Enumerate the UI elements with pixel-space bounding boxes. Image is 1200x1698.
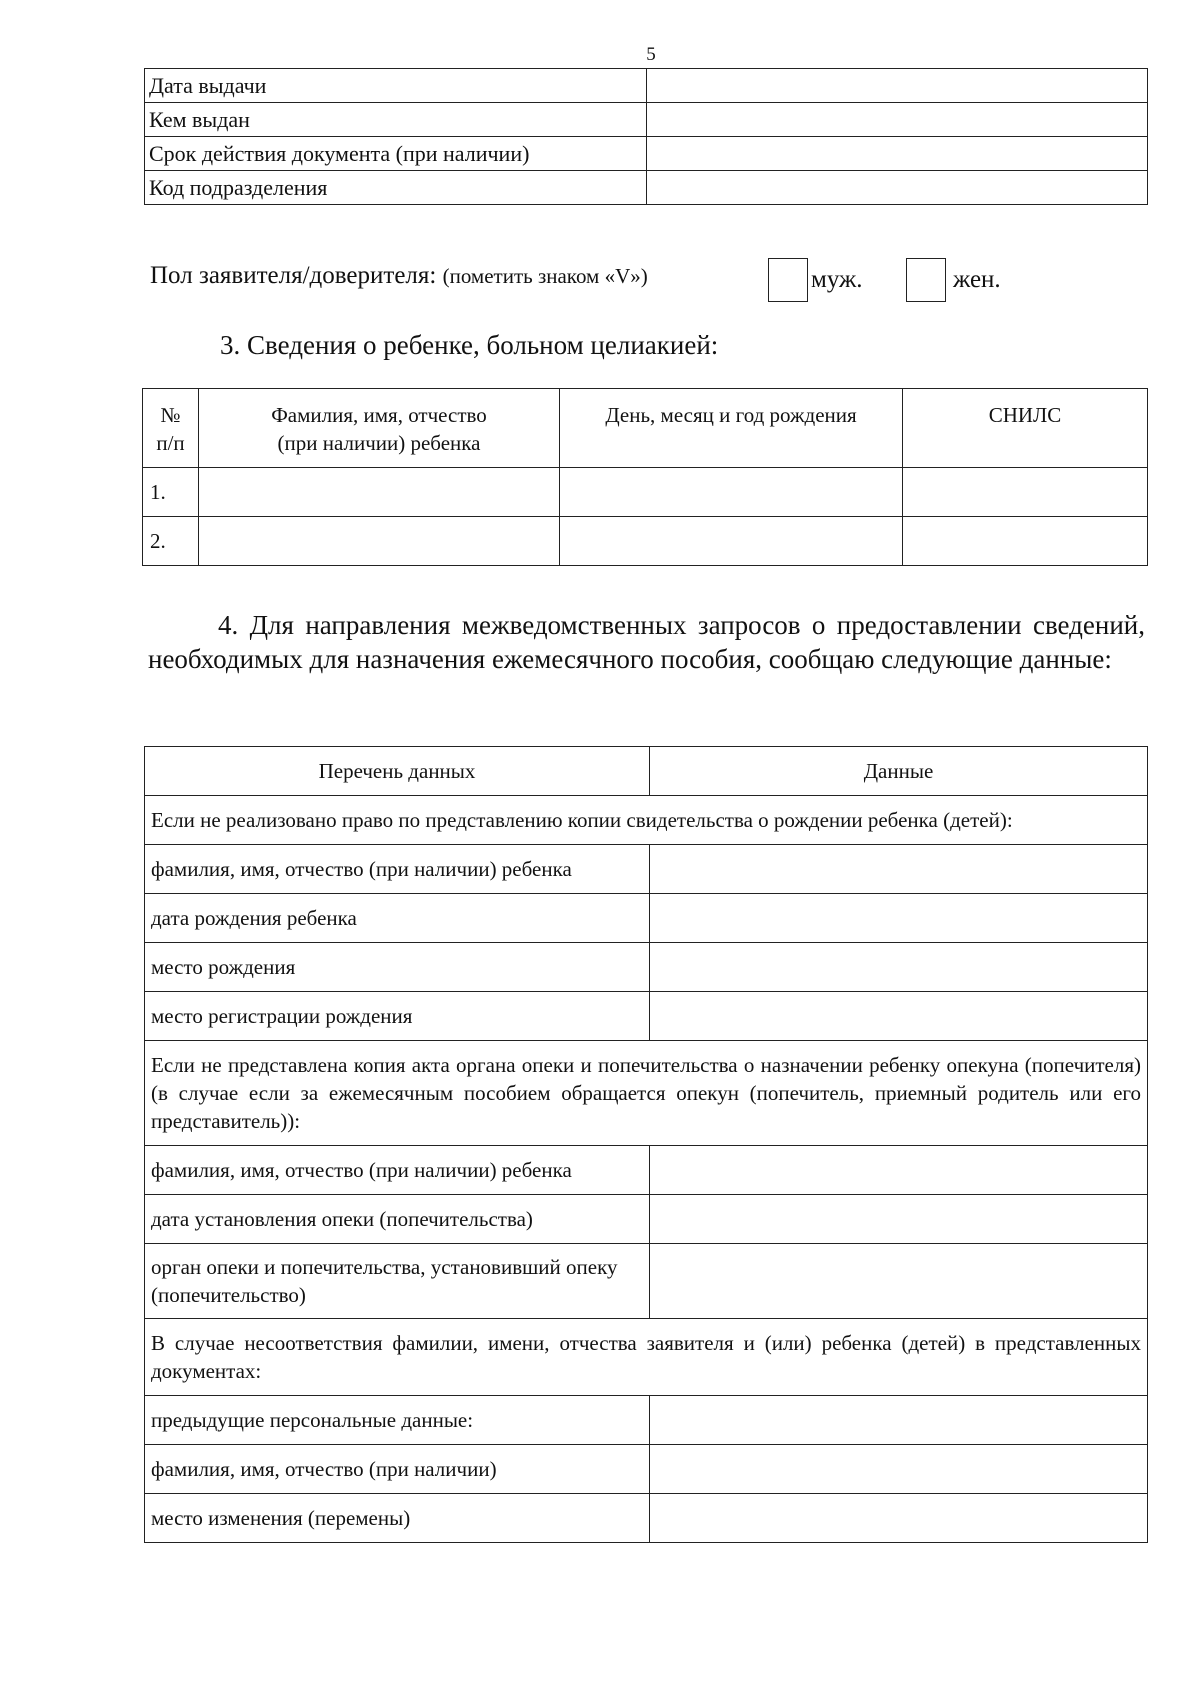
field-label: Дата выдачи [145,69,647,103]
row-label: фамилия, имя, отчество (при наличии) ребенка [145,1146,650,1195]
col-birth-date: День, месяц и год рождения [560,389,903,468]
section4-heading: 4. Для направления межведомственных запросов о предоставлении сведений, необходимых для назначения ежемесячного пособия, сообщаю следующие данные: [148,610,1145,674]
table-row [145,1445,1148,1494]
group-title: Если не представлена копия акта органа опеки и попечительства о назначении ребенку опекуна (попечителя) (в случае если за ежемесячным пособием обращается опекун (попечитель, приемный родитель или его представитель)): [145,1041,1148,1146]
interagency-data-table [144,746,1148,1543]
birth-date-field[interactable] [560,517,903,566]
division-code-field[interactable] [647,171,1148,205]
row-number: 2. [143,517,199,566]
table-row [145,992,1148,1041]
child-info-table [142,388,1148,566]
data-field[interactable] [650,1146,1148,1195]
table-row [145,1396,1148,1445]
col-data: Данные [650,747,1148,796]
section-row [145,796,1148,845]
data-field[interactable] [650,992,1148,1041]
issued-by-field[interactable] [647,103,1148,137]
row-label: фамилия, имя, отчество (при наличии) [145,1445,650,1494]
table-row [145,845,1148,894]
data-field[interactable] [650,1195,1148,1244]
table-header-row [145,747,1148,796]
birth-date-field[interactable] [560,468,903,517]
snils-field[interactable] [903,517,1148,566]
col-child-name: Фамилия, имя, отчество (при наличии) ребенка [199,389,560,468]
table-row [145,69,1148,103]
male-label: муж. [811,266,863,293]
male-checkbox[interactable] [768,258,808,302]
row-label: место регистрации рождения [145,992,650,1041]
group-title: В случае несоответствия фамилии, имени, отчества заявителя и (или) ребенка (детей) в представленных документах: [145,1319,1148,1396]
child-name-field[interactable] [199,468,560,517]
table-header-row [143,389,1148,468]
table-row [145,943,1148,992]
table-row [145,171,1148,205]
issue-date-field[interactable] [647,69,1148,103]
table-row [143,468,1148,517]
table-row [145,103,1148,137]
table-row [145,1244,1148,1319]
snils-field[interactable] [903,468,1148,517]
field-label: Кем выдан [145,103,647,137]
section3-heading: 3. Сведения о ребенке, больном целиакией: [220,330,719,360]
section-row [145,1041,1148,1146]
female-label: жен. [953,266,1001,293]
row-number: 1. [143,468,199,517]
page-number: 5 [646,44,656,65]
table-row [145,1195,1148,1244]
row-label: орган опеки и попечительства, установивший опеку (попечительство) [145,1244,650,1319]
data-field[interactable] [650,1445,1148,1494]
row-label: фамилия, имя, отчество (при наличии) ребенка [145,845,650,894]
field-label: Код подразделения [145,171,647,205]
female-checkbox[interactable] [906,258,946,302]
gender-label: Пол заявителя/доверителя: (пометить знаком «V») [150,262,648,289]
group-title: Если не реализовано право по представлению копии свидетельства о рождении ребенка (детей): [145,796,1148,845]
row-label: место рождения [145,943,650,992]
child-name-field[interactable] [199,517,560,566]
col-snils: СНИЛС [903,389,1148,468]
validity-field[interactable] [647,137,1148,171]
data-field[interactable] [650,1396,1148,1445]
table-row [145,894,1148,943]
data-field[interactable] [650,845,1148,894]
data-field[interactable] [650,894,1148,943]
section-row [145,1319,1148,1396]
data-field[interactable] [650,1494,1148,1543]
table-row [145,1494,1148,1543]
col-number: № п/п [143,389,199,468]
data-field[interactable] [650,1244,1148,1319]
col-data-list: Перечень данных [145,747,650,796]
row-label: место изменения (перемены) [145,1494,650,1543]
document-fields-table [144,68,1148,205]
table-row [145,1146,1148,1195]
row-label: дата рождения ребенка [145,894,650,943]
data-field[interactable] [650,943,1148,992]
table-row [145,137,1148,171]
row-label: дата установления опеки (попечительства) [145,1195,650,1244]
field-label: Срок действия документа (при наличии) [145,137,647,171]
gender-hint: (пометить знаком «V») [442,264,648,288]
table-row [143,517,1148,566]
row-label: предыдущие персональные данные: [145,1396,650,1445]
